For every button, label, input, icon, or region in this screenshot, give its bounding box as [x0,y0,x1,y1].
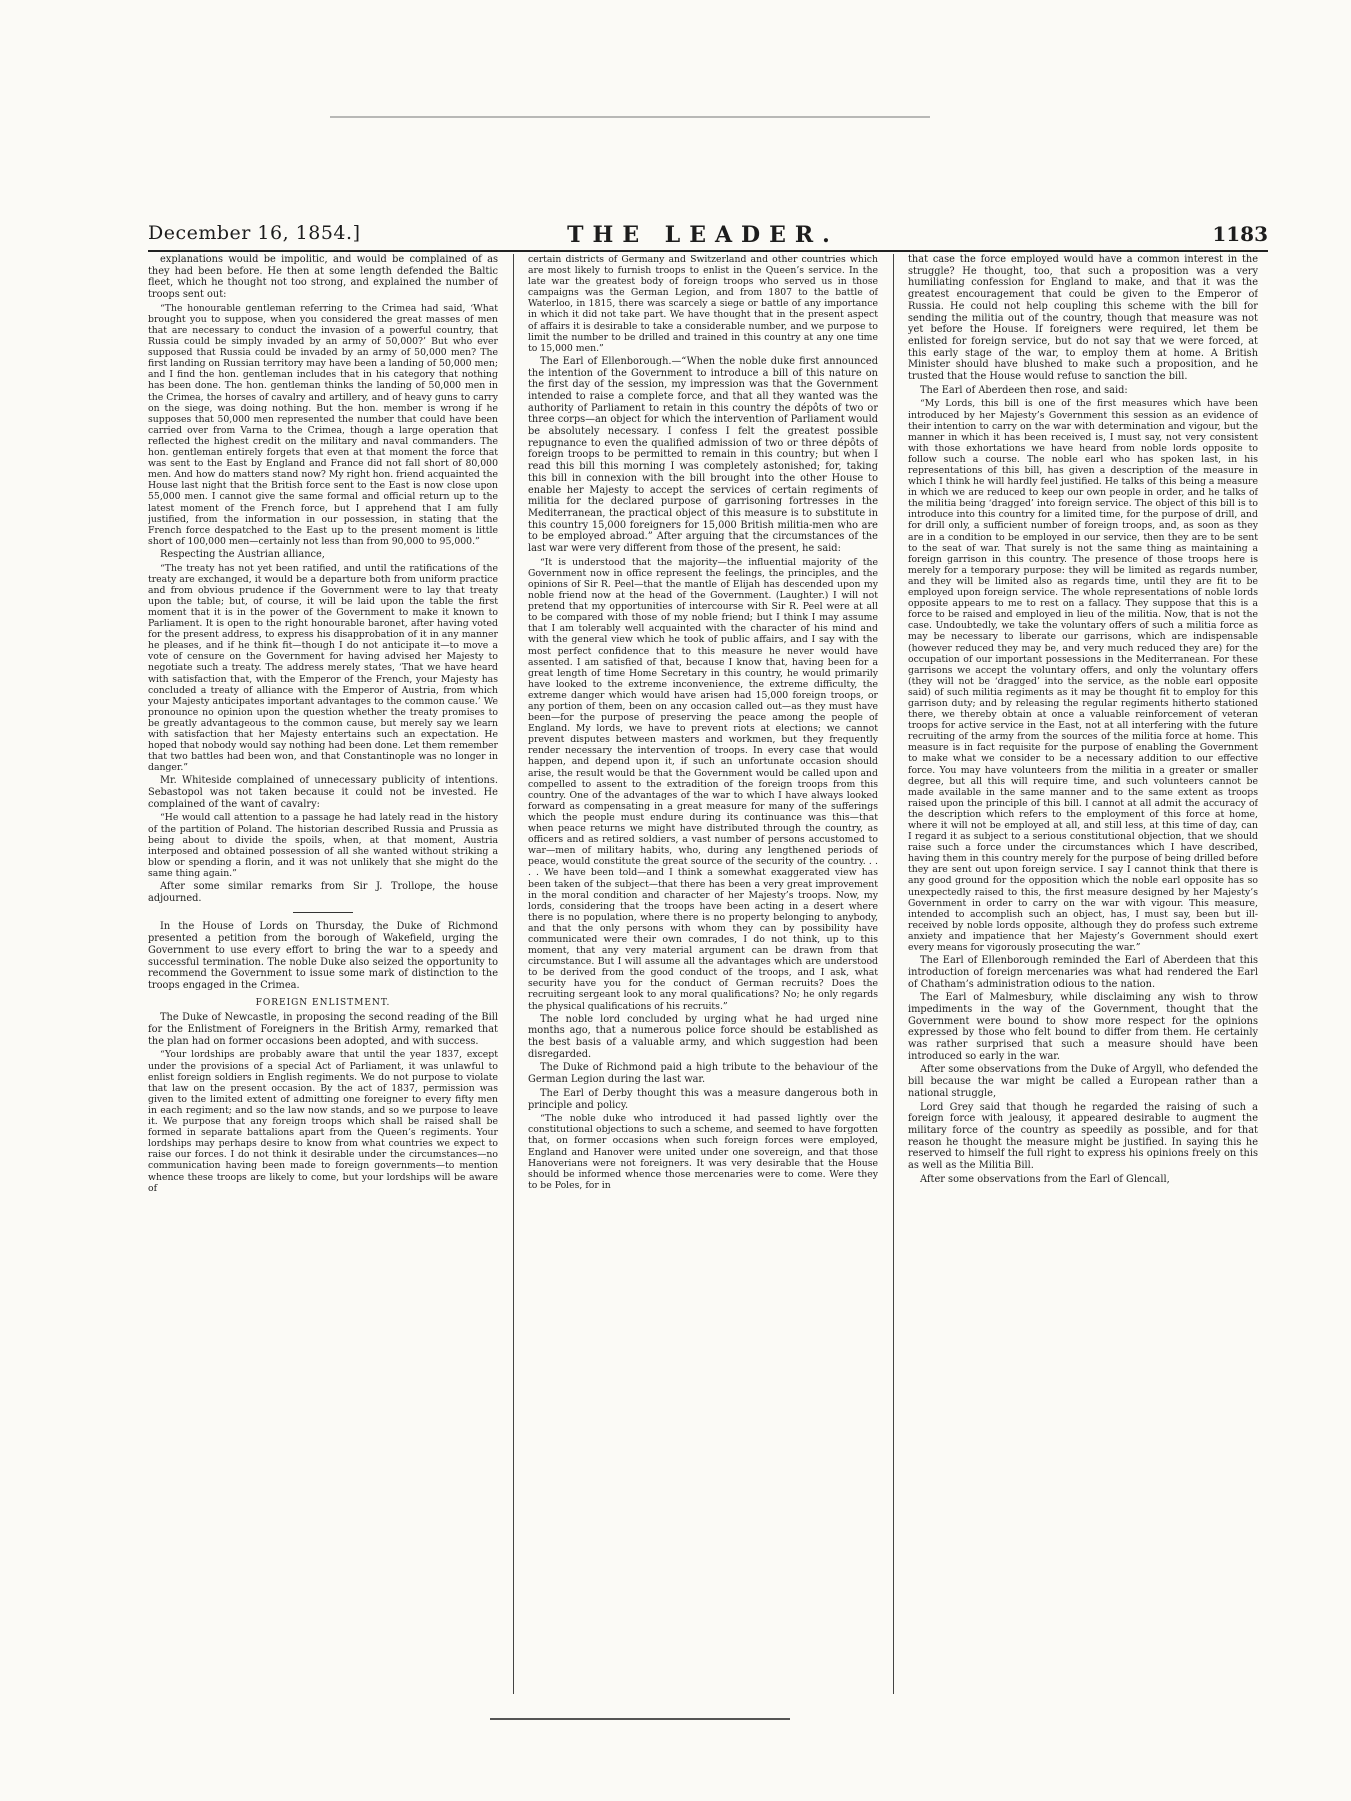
quotation: “It is understood that the majority—the influential majority of the Government now in office represent the feelings, the principles, and the opinions of Sir R. Peel—that the mantle of Elijah has descended upon my noble friend now at the head of the Government. (Laughter.) I will not pretend that my opportunities of intercourse with Sir R. Peel were at all to be compared with those of my noble friend; but I think I may assume that I am tolerably well acquainted with the character of his mind and with the general view which he took of public affairs, and I say with the most perfect confidence that to this measure he never would have assented. I am satisfied of that, because I know that, having been for a great length of time Home Secretary in this country, he would primarily have looked to the extreme inconvenience, the extreme difficulty, the extreme danger which would have arisen had 15,000 foreign troops, or any portion of them, been on any occasion called out—as they must have been—for the purpose of preserving the peace among the people of England. My lords, we have to prevent riots at elections; we cannot prevent disputes between masters and workmen, but they frequently render necessary the intervention of troops. In every case that would happen, and depend upon it, if such an unfortunate occasion should arise, the result would be that the Government would be called upon and compelled to assent to the extradition of the foreign troops from this country. One of the advantages of the war to which I have always looked forward as compensating in a great measure for many of the sufferings which the people must endure during its continuance was this—that when peace returns we might have distributed through the country, as officers and as retired soldiers, a vast number of persons accustomed to war—men of military habits, who, during any lengthened periods of peace, would constitute the great source of the security of the country. . . . . We have been told—and I think a somewhat exaggerated view has been taken of the subject—that there has been a very great improvement in the moral condition and character of her Majesty’s troops. Now, my lords, considering that the troops have been acting in a desert where there is no population, where there is no property belonging to anybody, and that the only persons with whom they can by possibility have communicated were their own comrades, I do not think, up to this moment, that any very material argument can be drawn from that circumstance. But I will assume all the advantages which are understood to be derived from the good conduct of the troops, and I ask, what security have you for the conduct of German recruits? Does the recruiting sergeant look to any moral qualifications? No; he only regards the physical qualifications of his recruits.” [528,556,878,1012]
paragraph: Lord Grey said that though he regarded the raising of such a foreign force with jealousy, it appeared desirable to augment the military force of the country as speedily as possible, and for that reason he thought the measure might be justified. In saying this he reserved to himself the full right to express his opinions freely on this as well as the Militia Bill. [908,1101,1258,1172]
paragraph: The Earl of Malmesbury, while disclaiming any wish to throw impediments in the way of the Government, thought that the Government were bound to show more respect for the opinions expressed by those who felt bound to differ from them. He certainly was rather surprised that such a measure should have been introduced so early in the war. [908,992,1258,1062]
column-divider-1 [513,254,514,1694]
section-subheading: FOREIGN ENLISTMENT. [255,997,391,1008]
paragraph: The Duke of Newcastle, in proposing the second reading of the Bill for the Enlistment of Foreigners in the British Army, remarked that the plan had on former occasions been adopted, and with success. [148,1012,498,1047]
paragraph: The Earl of Ellenborough reminded the Earl of Aberdeen that this introduction of foreign mercenaries was what had rendered the Earl of Chatham’s administration odious to the nation. [908,955,1258,990]
scan-smudge-mark [330,116,930,118]
paragraph: The Earl of Derby thought this was a measure dangerous both in principle and policy. [528,1087,878,1111]
issue-date: December 16, 1854. ] [148,222,360,244]
footer-rule [490,1718,790,1720]
column-3 [908,254,1258,1704]
quotation: “He would call attention to a passage he had lately read in the history of the partition of Poland. The historian described Russia and Prussia as being about to divide the spoils, when, at that moment, Austria interposed and obtained possession of all she wanted without striking a blow or spending a florin, and it was not unlikely that she might do the same thing again.” [148,812,498,879]
paragraph: After some similar remarks from Sir J. Trollope, the house adjourned. [148,881,498,904]
paragraph: explanations would be impolitic, and would be complained of as they had been before. He then at some length defended the Baltic fleet, which he thought not too strong, and explained the number of troops sent out: [148,254,498,301]
column-2 [528,254,878,1704]
column-divider-2 [893,254,894,1694]
section-separator [293,912,353,913]
paragraph: In the House of Lords on Thursday, the Duke of Richmond presented a petition from the borough of Wakefield, urging the Government to use every effort to bring the war to a speedy and successful termination. The noble Duke also seized the opportunity to recommend the Government to issue some mark of distinction to the troops engaged in the Crimea. [148,921,498,991]
quotation: “Your lordships are probably aware that until the year 1837, except under the provisions of a special Act of Parliament, it was unlawful to enlist foreign soldiers in English regiments. We do not purpose to violate that law on the present occasion. By the act of 1837, permission was given to the limited extent of admitting one foreigner to every fifty men in each regiment; and so the law now stands, and so we purpose to leave it. We purpose that any foreign troops which shall be raised shall be formed in separate battalions apart from the Queen’s regiments. Your lordships may perhaps desire to know from what countries we expect to raise our forces. I do not think it desirable under the circumstances—no communication having been made to foreign governments—to mention whence these troops are likely to come, but your lordships will be aware of [148,1049,498,1194]
page-number: 1183 [1212,222,1268,246]
paragraph: Mr. Whiteside complained of unnecessary publicity of intentions. Sebastopol was not taken because it could not be invested. He complained of the want of cavalry: [148,775,498,810]
paragraph: The Earl of Ellenborough.—“When the noble duke first announced the intention of the Government to introduce a bill of this nature on the first day of the session, my impression was that the Government intended to raise a complete force, and that all they wanted was the authority of Parliament to retain in this country the dépôts of two or three corps—an object for which the intervention of Parliament would be absolutely necessary. I confess I felt the greatest possible repugnance to even the qualified admission of two or three dépôts of foreign troops to be permitted to remain in this country; but when I read this bill this morning I was completely astonished; for, taking this bill in connexion with the bill brought into the other House to enable her Majesty to accept the services of certain regiments of militia for the declared purpose of garrisoning fortresses in the Mediterranean, the practical object of this measure is to substitute in this country 15,000 foreigners for 15,000 British militia-men who are to be employed abroad.” After arguing that the circumstances of the last war were very different from those of the present, he said: [528,355,878,555]
paragraph: Respecting the Austrian alliance, [160,548,325,560]
paragraph: After some observations from the Earl of Glencall, [920,1173,1170,1185]
quotation: “My Lords, this bill is one of the first measures which have been introduced by her Majesty’s Government this session as an evidence of their intention to carry on the war with determination and vigour, but the manner in which it has been received is, I must say, not very consistent with those exhortations we have heard from noble lords opposite to follow such a course. The noble earl who has spoken last, in his representations of this bill, has given a description of the measure in which I think he will hardly feel justified. He talks of this being a measure in which we are reduced to keep our own people in order, and he talks of the militia being ‘dragged’ into foreign service. The object of this bill is to introduce into this country for a limited time, for the purpose of drill, and for drill only, a sufficient number of foreign troops, and, as soon as they are in a condition to be employed in our service, then they are to be sent to the seat of war. That surely is not the same thing as maintaining a foreign garrison in this country. The presence of those troops here is merely for a temporary purpose: they will be limited as regards number, and they will be limited also as regards time, until they are fit to be employed upon foreign service. The whole representations of noble lords opposite appears to me to rest on a fallacy. They suppose that this is a force to be raised and employed in lieu of the militia. Now, that is not the case. Undoubtedly, we take the voluntary offers of such a militia force as may be necessary to liberate our garrisons, which are indispensable (however reduced they may be, and very much reduced they are) for the occupation of our important possessions in the Mediterranean. For these garrisons we accept the voluntary offers, and only the voluntary offers (they will not be ‘dragged’ into the service, as the noble earl opposite said) of such militia regiments as it may be thought fit to employ for this garrison duty; and by releasing the regular regiments hitherto stationed there, we thereby obtain at once a valuable reinforcement of veteran troops for active service in the East, not at all interfering with the future recruiting of the army from the sources of the militia force at home. This measure is in fact requisite for the purpose of enabling the Government to make what we consider to be a necessary addition to our effective force. You may have volunteers from the militia in a greater or smaller degree, but all this will require time, and such volunteers cannot be made available in the same manner and to the same extent as troops raised upon the principle of this bill. I cannot at all admit the accuracy of the description which refers to the employment of this force at home, where it will not be employed at all, and still less, at this time of day, can I regard it as subject to a serious constitutional objection, that we should raise such a force under the circumstances which I have described, having them in this country merely for the purpose of being drilled before they are sent out upon foreign service. I say I cannot think that there is any good ground for the opposition which the noble earl opposite has so unexpectedly raised to this, the first measure designed by her Majesty’s Government in order to carry on the war with vigour. This measure, intended to accomplish such an object, has, I must say, been but ill-received by noble lords opposite, although they do profess such extreme anxiety and impatience that her Majesty’s Government should exert every means for vigorously prosecuting the war.” [908,398,1258,954]
quotation: certain districts of Germany and Switzerland and other countries which are most likely to furnish troops to enlist in the Queen’s service. In the late war the greatest body of foreign troops who served us in those campaigns was the German Legion, and from 1807 to the battle of Waterloo, in 1815, there was scarcely a siege or battle of any importance in which it did not take part. We have thought that in the present aspect of affairs it is desirable to take a considerable number, and we purpose to limit the number to be drilled and trained in this country at any one time to 15,000 men.” [528,254,878,354]
paragraph: The noble lord concluded by urging what he had urged nine months ago, that a numerous police force should be established as the best basis of a valuable army, and which suggestion had been disregarded. [528,1013,878,1060]
newspaper-title: THE LEADER. [567,222,839,248]
header-rule [148,250,1268,252]
quotation: “The honourable gentleman referring to the Crimea had said, ‘What brought you to suppose, when you considered the great masses of men that are necessary to conduct the invasion of a powerful country, that Russia could be simply invaded by an army of 50,000?’ But who ever supposed that Russia could be invaded by an army of 50,000 men? The first landing on Russian territory may have been a landing of 50,000 men; and I find the hon. gentleman includes that in his category that nothing has been done. The hon. gentleman thinks the landing of 50,000 men in the Crimea, the horses of cavalry and artillery, and of heavy guns to carry on the siege, was doing nothing. But the hon. member is wrong if he supposes that 50,000 men represented the number that could have been carried over from Varna to the Crimea, though a large operation that reflected the highest credit on the military and naval commanders. The hon. gentleman entirely forgets that even at that moment the force that was sent to the East by England and France did not fall short of 80,000 men. And how do matters stand now? My right hon. friend acquainted the House last night that the British force sent to the East is now close upon 55,000 men. I cannot give the same formal and official return up to the latest moment of the French force, but I apprehend that I am fully justified, from the information in our possession, in stating that the French force despatched to the East up to the present moment is little short of 100,000 men—certainly not less than from 90,000 to 95,000.” [148,302,498,547]
column-1 [148,254,498,1704]
paragraph: The Duke of Richmond paid a high tribute to the behaviour of the German Legion during the last war. [528,1062,878,1086]
page-header [148,222,1268,252]
paragraph: that case the force employed would have a common interest in the struggle? He thought, too, that such a proposition was a very humiliating confession for England to make, and that it was the greatest encouragement that could be given to the Emperor of Russia. He could not help coupling this scheme with the bill for sending the militia out of the country, though that measure was not yet before the House. If foreigners were required, let them be enlisted for foreign service, but do not say that we were forced, at this early stage of the war, to employ them at home. A British Minister should have blushed to make such a proposition, and he trusted that the House would refuse to sanction the bill. [908,254,1258,383]
quotation: “The treaty has not yet been ratified, and until the ratifications of the treaty are exchanged, it would be a departure both from uniform practice and from obvious prudence if the Government were to lay that treaty upon the table; but, of course, it will be laid upon the table the first moment that it is in the power of the Government to make it known to Parliament. It is open to the right honourable baronet, after having voted for the present address, to express his disapprobation of it in any manner he pleases, and if he think fit—though I do not anticipate it—to move a vote of censure on the Government for having advised her Majesty to negotiate such a treaty. The address merely states, ‘That we have heard with satisfaction that, with the Emperor of the French, your Majesty has concluded a treaty of alliance with the Emperor of Austria, from which your Majesty anticipates important advantages to the common cause.’ We pronounce no opinion upon the question whether the treaty promises to be greatly advantageous to the common cause, but merely say we learn with satisfaction that her Majesty entertains such an expectation. He hoped that nobody would say nothing had been done. Let them remember that two battles had been won, and that Constantinople was no longer in danger.” [148,562,498,774]
quotation: “The noble duke who introduced it had passed lightly over the constitutional objections to such a scheme, and seemed to have forgotten that, on former occasions when such foreign forces were employed, England and Hanover were united under one sovereign, and that those Hanoverians were not foreigners. It was very desirable that the House should be informed whence those mercenaries were to come. Were they to be Poles, for in [528,1113,878,1191]
paragraph: After some observations from the Duke of Argyll, who defended the bill because the war might be called a European rather than a national struggle, [908,1064,1258,1099]
paragraph: The Earl of Aberdeen then rose, and said: [920,384,1128,396]
